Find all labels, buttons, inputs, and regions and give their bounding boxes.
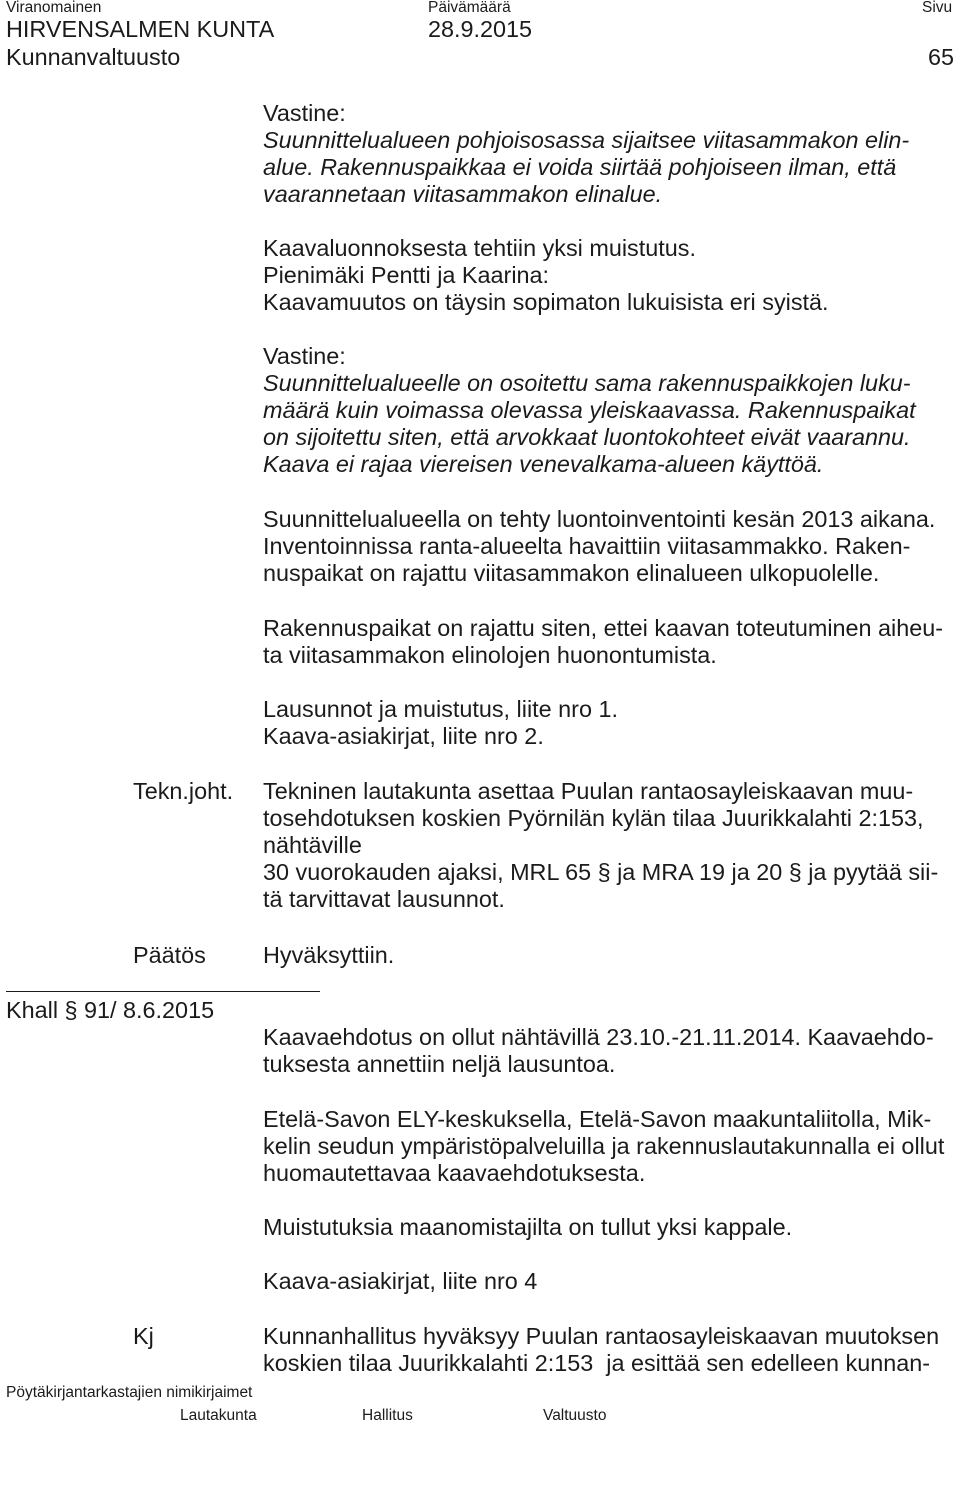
response-line: vaarannetaan viitasammakon elinalue. xyxy=(263,181,663,207)
proposal-line: nähtäville xyxy=(263,832,362,858)
response-line: Suunnittelualueen pohjoisosassa sijaitsee viitasammakon elin- xyxy=(263,127,910,153)
decision-text xyxy=(263,942,394,969)
response-line: alue. Rakennuspaikkaa ei voida siirtää pohjoiseen ilman, että xyxy=(263,154,897,180)
authority-label: Viranomainen xyxy=(6,0,102,16)
page-label: Sivu xyxy=(922,0,953,16)
attachment-line: Kaava-asiakirjat, liite nro 2. xyxy=(263,723,544,749)
paragraph-line: huomautettavaa kaavaehdotuksesta. xyxy=(263,1160,646,1186)
proposal-line: tä tarvittavat lausunnot. xyxy=(263,886,505,912)
proposal-line: koskien tilaa Juurikkalahti 2:153 ja esittää sen edelleen kunnan- xyxy=(263,1350,931,1376)
survey-paragraph xyxy=(263,506,935,587)
date-label: Päivämäärä xyxy=(428,0,511,16)
proposal-line: Tekninen lautakunta asettaa Puulan rantaosayleiskaavan muu- xyxy=(263,778,914,804)
proposal-text xyxy=(263,778,938,913)
response-block xyxy=(263,100,909,208)
objection-block xyxy=(263,235,829,316)
meeting-reference: Khall § 91/ 8.6.2015 xyxy=(6,997,215,1023)
footer-column-lautakunta: Lautakunta xyxy=(180,1407,257,1424)
paragraph-line: tuksesta annettiin neljä lausuntoa. xyxy=(263,1051,616,1077)
objection-line: Kaavamuutos on täysin sopimaton lukuisista eri syistä. xyxy=(263,289,829,315)
organ-name: Kunnanvaltuusto xyxy=(6,44,181,70)
paragraph-line: Kaavaehdotus on ollut nähtävillä 23.10.-21.11.2014. Kaavaehdo- xyxy=(263,1024,934,1050)
paragraph-line: kelin seudun ympäristöpalveluilla ja rakennuslautakunnalla ei ollut xyxy=(263,1133,945,1159)
paragraph-line: nuspaikat on rajattu viitasammakon elinalueen ulkopuolelle. xyxy=(263,560,880,586)
proposal-line: Kunnanhallitus hyväksyy Puulan rantaosayleiskaavan muutoksen xyxy=(263,1323,940,1349)
footer-column-hallitus: Hallitus xyxy=(362,1407,413,1424)
meeting-date: 28.9.2015 xyxy=(428,16,533,42)
placement-paragraph xyxy=(263,615,943,669)
response-line: Kaava ei rajaa viereisen venevalkama-alueen käyttöä. xyxy=(263,451,824,477)
initials-label: Pöytäkirjantarkastajien nimikirjaimet xyxy=(6,1384,253,1401)
paragraph-line: ta viitasammakon elinolojen huonontumista. xyxy=(263,642,717,668)
objection-line: Pienimäki Pentti ja Kaarina: xyxy=(263,262,550,288)
section-divider xyxy=(6,991,320,992)
response-heading: Vastine: xyxy=(263,100,346,126)
paragraph-line: Inventoinnissa ranta-alueelta havaittiin viitasammakko. Raken- xyxy=(263,533,911,559)
proposal-line: tosehdotuksen koskien Pyörnilän kylän tilaa Juurikkalahti 2:153, xyxy=(263,805,924,831)
proposal-label: Tekn.joht. xyxy=(133,778,234,804)
municipality-name: HIRVENSALMEN KUNTA xyxy=(6,16,275,42)
board-paragraph xyxy=(263,1268,537,1295)
decision-label: Päätös xyxy=(133,942,206,968)
board-paragraph xyxy=(263,1106,944,1187)
response-line: on sijoitettu siten, että arvokkaat luontokohteet eivät vaarannu. xyxy=(263,424,911,450)
paragraph-line: Rakennuspaikat on rajattu siten, ettei kaavan toteutuminen aiheu- xyxy=(263,615,944,641)
paragraph-line: Etelä-Savon ELY-keskuksella, Etelä-Savon maakuntaliitolla, Mik- xyxy=(263,1106,932,1132)
page-number: 65 xyxy=(928,44,955,70)
attachment-line: Kaava-asiakirjat, liite nro 4 xyxy=(263,1268,538,1294)
paragraph-line: Suunnittelualueella on tehty luontoinventointi kesän 2013 aikana. xyxy=(263,506,936,532)
response-line: Suunnittelualueelle on osoitettu sama rakennuspaikkojen luku- xyxy=(263,370,911,396)
response-heading: Vastine: xyxy=(263,343,346,369)
proposal-line: 30 vuorokauden ajaksi, MRL 65 § ja MRA 19 ja 20 § ja pyytää sii- xyxy=(263,859,939,885)
paragraph-line: Muistutuksia maanomistajilta on tullut yksi kappale. xyxy=(263,1214,793,1240)
footer-column-valtuusto: Valtuusto xyxy=(543,1407,607,1424)
board-paragraph xyxy=(263,1024,934,1078)
attachments-paragraph xyxy=(263,696,618,750)
manager-proposal-label: Kj xyxy=(133,1323,154,1349)
response-line: määrä kuin voimassa olevassa yleiskaavassa. Rakennuspaikat xyxy=(263,397,916,423)
objection-line: Kaavaluonnoksesta tehtiin yksi muistutus. xyxy=(263,235,696,261)
response-block xyxy=(263,343,916,478)
board-paragraph xyxy=(263,1214,792,1241)
attachment-line: Lausunnot ja muistutus, liite nro 1. xyxy=(263,696,618,722)
manager-proposal-text xyxy=(263,1323,939,1377)
decision-line: Hyväksyttiin. xyxy=(263,942,395,968)
